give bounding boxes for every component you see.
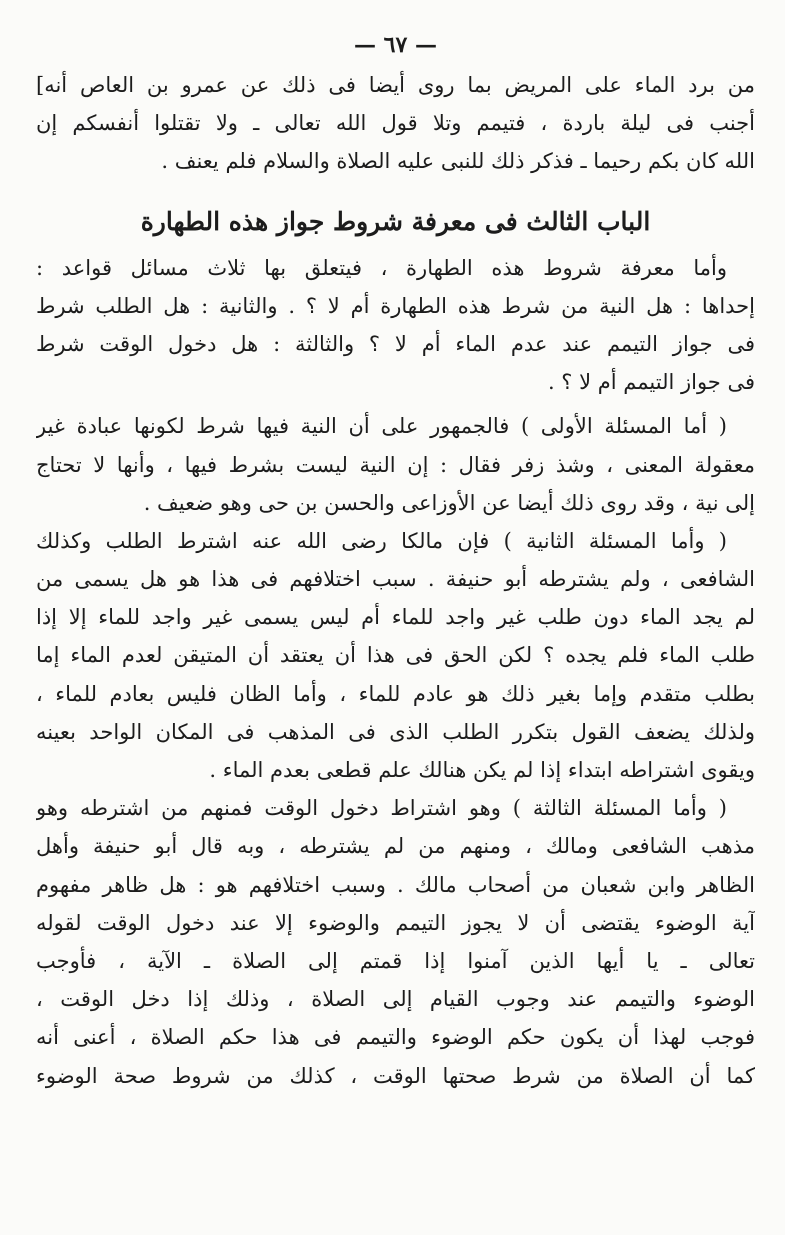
text-line: فوجب لهذا أن يكون حكم الوضوء والتيمم فى هذا حكم الصلاة ، أعنى أنه xyxy=(36,1025,755,1050)
text-line: بطلب متقدم وإما بغير ذلك هو عادم للماء ، وأما الظان فليس بعادم للماء ، xyxy=(36,681,755,706)
text-line: الظاهر وابن شعبان من أصحاب مالك . وسبب اختلافهم هو : هل ظاهر مفهوم xyxy=(36,872,755,897)
text-line: ويقوى اشتراطه ابتداء إذا لم يكن هنالك علم قطعى بعدم الماء . xyxy=(209,758,755,782)
text-line: إلى نية ، وقد روى ذلك أيضا عن الأوزاعى والحسن بن حى وهو ضعيف . xyxy=(143,490,755,515)
text-line: الوضوء والتيمم عند وجوب القيام إلى الصلاة ، وذلك إذا دخل الوقت ، xyxy=(36,987,755,1012)
text-line: آية الوضوء يقتضى أن لا يجوز التيمم والوضوء إلا عند دخول الوقت لقوله xyxy=(36,910,755,935)
intro-paragraph xyxy=(36,66,755,181)
text-line: ( وأما المسئلة الثالثة ) وهو اشتراط دخول الوقت فمنهم من اشترطه وهو xyxy=(36,796,727,821)
text-line: فى جواز التيمم أم لا ؟ . xyxy=(547,370,755,395)
paragraph-2 xyxy=(36,407,755,522)
text-line: لم يجد الماء دون طلب غير واجد للماء أم ليس يسمى غير واجد للماء إلا إذا xyxy=(36,605,755,630)
text-line: كما أن الصلاة من شرط صحتها الوقت ، كذلك من شروط صحة الوضوء xyxy=(36,1063,755,1088)
text-line: مذهب الشافعى ومالك ، ومنهم من لم يشترطه ، وبه قال أبو حنيفة وأهل xyxy=(36,834,755,859)
text-line: وأما معرفة شروط هذه الطهارة ، فيتعلق بها ثلاث مسائل قواعد : xyxy=(36,255,727,280)
text-line: من برد الماء على المريض بما روى أيضا فى ذلك عن عمرو بن العاص أنه] xyxy=(36,73,755,97)
text-line: ( وأما المسئلة الثانية ) فإن مالكا رضى الله عنه اشترط الطلب وكذلك xyxy=(36,528,727,553)
text-line: فى جواز التيمم عند عدم الماء أم لا ؟ والثالثة : هل دخول الوقت شرط xyxy=(36,331,755,356)
text-line: أجنب فى ليلة باردة ، فتيمم وتلا قول الله تعالى ـ ولا تقتلوا أنفسكم إن xyxy=(36,111,755,136)
text-line: ( أما المسئلة الأولى ) فالجمهور على أن النية فيها شرط لكونها عبادة غير xyxy=(36,414,727,439)
chapter-heading: الباب الثالث فى معرفة شروط جواز هذه الطهارة xyxy=(140,206,651,236)
paragraph-1 xyxy=(36,249,755,402)
text-line: إحداها : هل النية من شرط هذه الطهارة أم لا ؟ . والثانية : هل الطلب شرط xyxy=(36,293,755,318)
text-line: الله كان بكم رحيما ـ فذكر ذلك للنبى عليه الصلاة والسلام فلم يعنف . xyxy=(161,149,755,174)
text-line: الشافعى ، ولم يشترطه أبو حنيفة . سبب اختلافهم فى هذا هو هل يسمى من xyxy=(36,567,755,592)
text-line: طلب الماء فلم يجده ؟ لكن الحق فى هذا أن يعتقد أن المتيقن لعدم الماء إما xyxy=(36,643,755,668)
text-line: ولذلك يضعف القول بتكرر الطلب الذى فى المذهب فى المكان الواحد بعينه xyxy=(36,719,755,744)
paragraph-4 xyxy=(36,789,755,1095)
text-line: تعالى ـ يا أيها الذين آمنوا إذا قمتم إلى الصلاة ـ الآية ، فأوجب xyxy=(36,948,755,973)
page-number: — ٦٧ — xyxy=(354,32,437,58)
paragraph-3 xyxy=(36,522,755,789)
text-line: معقولة المعنى ، وشذ زفر فقال : إن النية ليست بشرط فيها ، وأنها لا تحتاج xyxy=(36,452,755,477)
